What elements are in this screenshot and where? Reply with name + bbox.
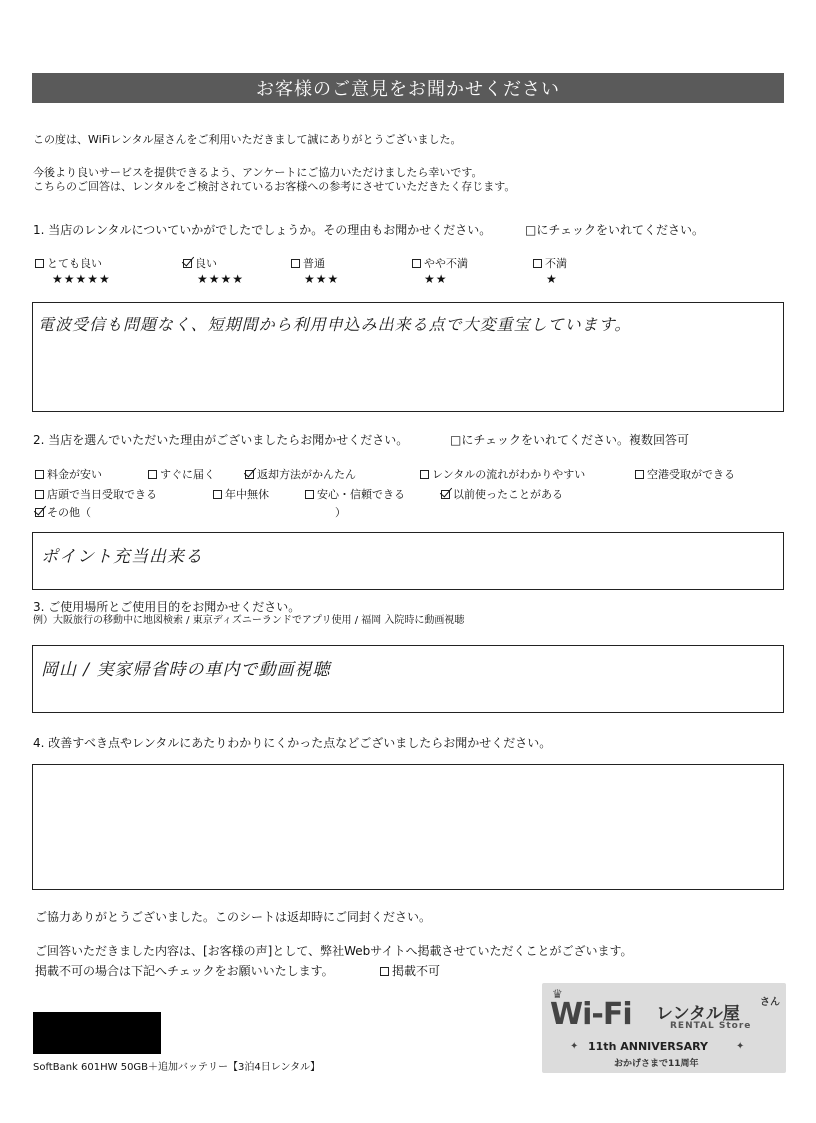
q1-stars-4: ★★★★ [197,272,245,286]
logo-thanks: おかげさまで11周年 [614,1059,699,1069]
q3-question: 3. ご使用場所とご使用目的をお聞かせください。 [33,600,301,614]
q1-stars-1: ★ [546,272,558,286]
checkbox[interactable] [35,259,44,268]
q3-answer-text: 岡山 / 実家帰省時の車内で動画視聴 [41,660,331,680]
q2-other-close-paren: ） [335,506,346,519]
checkbox[interactable] [533,259,542,268]
q1-option-normal[interactable]: 普通 [291,255,325,271]
crown-icon: ♛ [552,987,563,1001]
intro-line-2: 今後より良いサービスを提供できるよう、アンケートにご協力いただけましたら幸いです。 [33,166,483,179]
checkbox[interactable] [35,490,44,499]
q2-option-other[interactable]: その他（ [35,504,91,520]
checkbox-checked[interactable] [441,490,450,499]
q1-question: 1. 当店のレンタルについていかがでしたでしょうか。その理由もお聞かせください。 [33,223,492,237]
checkbox-checked[interactable] [245,470,254,479]
logo-rental-store: RENTAL Store [670,1021,752,1031]
intro-line-3: こちらのご回答は、レンタルをご検討されているお客様への参考にさせていただきたく存じます。 [33,180,516,193]
q1-answer-text: 電波受信も問題なく、短期間から利用申込み出来る点で大変重宝しています。 [38,315,632,334]
q2-option-easy-return[interactable]: 返却方法がかんたん [245,466,356,482]
checkbox[interactable] [148,470,157,479]
q2-option-easy-flow[interactable]: レンタルの流れがわかりやすい [420,466,585,482]
redacted-block [33,1012,161,1054]
logo-san: さん [760,997,780,1008]
store-logo [542,983,786,1073]
q2-option-same-day-store[interactable]: 店頭で当日受取できる [35,486,157,502]
q2-option-trustworthy[interactable]: 安心・信頼できる [305,486,405,502]
q2-note: □にチェックをいれてください。複数回答可 [450,433,689,447]
sparkle-icon: ✦ [570,1041,579,1052]
q2-option-fast-delivery[interactable]: すぐに届く [148,466,215,482]
logo-anniversary: 11th ANNIVERSARY [588,1040,709,1053]
q1-note: □にチェックをいれてください。 [525,223,704,237]
q1-answer-box[interactable] [32,302,784,412]
q2-answer-box[interactable] [32,532,784,590]
footer-publish-line-1: ご回答いただきました内容は、[お客様の声]として、弊社Webサイトへ掲載させていただくことがございます。 [35,944,633,958]
q4-question: 4. 改善すべき点やレンタルにあたりわかりにくかった点などございましたらお聞かせください。 [33,736,552,750]
checkbox[interactable] [305,490,314,499]
footer-publish-line-2: 掲載不可の場合は下記へチェックをお願いいたします。 [35,964,334,978]
q4-answer-box[interactable] [32,764,784,890]
intro-line-1: この度は、WiFiレンタル屋さんをご利用いただきまして誠にありがとうございました。 [33,133,462,146]
logo-wifi-text: Wi-Fi [550,997,632,1032]
checkbox-checked[interactable] [35,508,44,517]
form-title: お客様のご意見をお聞かせください [32,73,784,103]
q2-option-cheap[interactable]: 料金が安い [35,466,102,482]
logo-store-name: レンタル屋 [656,1004,740,1024]
checkbox[interactable] [380,967,389,976]
checkbox[interactable] [412,259,421,268]
q3-answer-box[interactable] [32,645,784,713]
no-publish-checkbox[interactable]: 掲載不可 [380,962,440,979]
sparkle-icon: ✦ [736,1041,745,1052]
q1-stars-3: ★★★ [304,272,340,286]
q1-option-dissatisfied[interactable]: 不満 [533,255,567,271]
q3-example: 例）大阪旅行の移動中に地図検索 / 東京ディズニーランドでアプリ使用 / 福岡 入院時に動画視聴 [33,615,465,626]
checkbox-checked[interactable] [183,259,192,268]
q1-stars-5: ★★★★★ [52,272,111,286]
q1-stars-2: ★★ [424,272,448,286]
checkbox[interactable] [35,470,44,479]
checkbox[interactable] [635,470,644,479]
checkbox[interactable] [291,259,300,268]
q2-option-used-before[interactable]: 以前使ったことがある [441,486,563,502]
footer-thanks: ご協力ありがとうございました。このシートは返却時にご同封ください。 [35,910,432,924]
q2-question: 2. 当店を選んでいただいた理由がございましたらお聞かせください。 [33,433,409,447]
q2-option-open-all-year[interactable]: 年中無休 [213,486,269,502]
checkbox[interactable] [213,490,222,499]
q2-answer-text: ポイント充当出来る [41,547,203,567]
checkbox[interactable] [420,470,429,479]
q2-option-airport-pickup[interactable]: 空港受取ができる [635,466,735,482]
q1-option-somewhat-dissatisfied[interactable]: やや不満 [412,255,468,271]
product-info: SoftBank 601HW 50GB＋追加バッテリー【3泊4日レンタル】 [33,1062,321,1073]
q1-option-good[interactable]: 良い [183,255,217,271]
q1-option-very-good[interactable]: とても良い [35,255,102,271]
